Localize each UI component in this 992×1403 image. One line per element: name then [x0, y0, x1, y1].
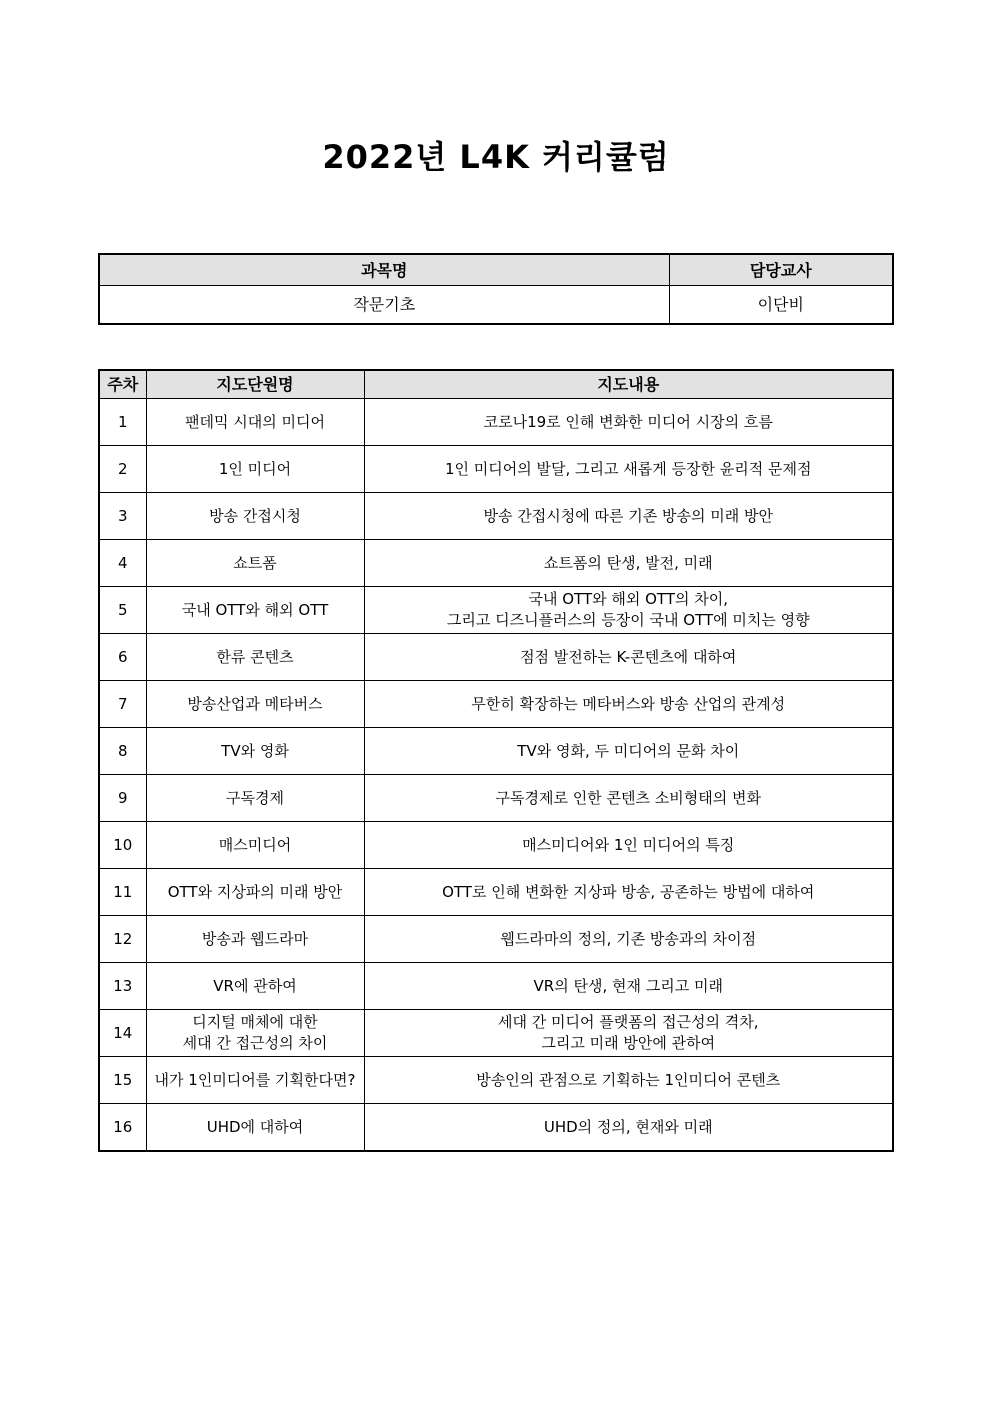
- unit-cell: [146, 1104, 364, 1152]
- content-cell: [364, 540, 893, 587]
- table-row: [99, 1010, 893, 1057]
- table-row: [99, 1057, 893, 1104]
- unit-line: 세대 간 접근성의 차이: [182, 1034, 328, 1052]
- content-line: 그리고 디즈니플러스의 등장이 국내 OTT에 미치는 영향: [446, 611, 810, 629]
- content-cell: [364, 1104, 893, 1152]
- week-cell: 5: [99, 587, 146, 634]
- week-cell: 13: [99, 963, 146, 1010]
- content-line: OTT로 인해 변화한 지상파 방송, 공존하는 방법에 대하여: [442, 882, 815, 901]
- week-cell: 3: [99, 493, 146, 540]
- week-cell: 9: [99, 775, 146, 822]
- curriculum-body: [99, 399, 893, 1152]
- unit-line: VR에 관하여: [213, 976, 297, 995]
- content-cell: [364, 916, 893, 963]
- unit-cell: [146, 399, 364, 446]
- content-cell: [364, 1057, 893, 1104]
- content-cell: [364, 775, 893, 822]
- unit-line: 팬데믹 시대의 미디어: [185, 412, 325, 431]
- content-line: 매스미디어와 1인 미디어의 특징: [522, 835, 735, 854]
- content-line: 무한히 확장하는 메타버스와 방송 산업의 관계성: [471, 694, 786, 713]
- unit-line: OTT와 지상파의 미래 방안: [167, 882, 343, 901]
- document-title: 2022년 L4K 커리큘럼: [322, 138, 670, 176]
- week-header: 주차: [99, 370, 146, 399]
- content-line: VR의 탄생, 현재 그리고 미래: [533, 976, 723, 995]
- content-line: 쇼트폼의 탄생, 발전, 미래: [543, 553, 713, 572]
- table-row: [99, 775, 893, 822]
- table-row: [99, 1104, 893, 1152]
- unit-header: 지도단원명: [146, 370, 364, 399]
- unit-line: 1인 미디어: [218, 459, 292, 478]
- content-line: 웹드라마의 정의, 기존 방송과의 차이점: [500, 929, 757, 948]
- week-cell: 16: [99, 1104, 146, 1152]
- week-cell: 15: [99, 1057, 146, 1104]
- table-row: [99, 634, 893, 681]
- unit-line: 디지털 매체에 대한: [192, 1013, 318, 1031]
- unit-cell: [146, 493, 364, 540]
- content-line: 1인 미디어의 발달, 그리고 새롭게 등장한 윤리적 문제점: [445, 459, 812, 478]
- content-line: TV와 영화, 두 미디어의 문화 차이: [517, 741, 740, 760]
- unit-line: 내가 1인미디어를 기획한다면?: [154, 1070, 356, 1089]
- table-row: [99, 587, 893, 634]
- week-cell: 2: [99, 446, 146, 493]
- week-cell: 8: [99, 728, 146, 775]
- unit-line: 방송산업과 메타버스: [187, 694, 323, 713]
- table-row: [99, 540, 893, 587]
- unit-cell: [146, 775, 364, 822]
- week-cell: 10: [99, 822, 146, 869]
- content-line: UHD의 정의, 현재와 미래: [543, 1117, 713, 1136]
- content-cell: [364, 728, 893, 775]
- content-line: 구독경제로 인한 콘텐츠 소비형태의 변화: [495, 788, 761, 807]
- content-line: 방송인의 관점으로 기획하는 1인미디어 콘텐츠: [476, 1070, 781, 1089]
- week-cell: 11: [99, 869, 146, 916]
- table-row: [99, 681, 893, 728]
- unit-cell: [146, 963, 364, 1010]
- week-cell: 12: [99, 916, 146, 963]
- table-row: [99, 963, 893, 1010]
- table-row: [99, 916, 893, 963]
- unit-cell: [146, 822, 364, 869]
- table-row: [99, 728, 893, 775]
- content-line: 방송 간접시청에 따른 기존 방송의 미래 방안: [483, 506, 773, 525]
- unit-line: 방송 간접시청: [209, 506, 301, 525]
- teacher-header: 담당교사: [669, 254, 893, 286]
- table-row: [99, 869, 893, 916]
- content-cell: [364, 681, 893, 728]
- unit-cell: [146, 869, 364, 916]
- teacher-value: 이단비: [669, 286, 893, 325]
- unit-line: UHD에 대하여: [206, 1117, 304, 1136]
- content-cell: [364, 822, 893, 869]
- content-line: 점점 발전하는 K-콘텐츠에 대하여: [520, 647, 737, 666]
- content-cell: [364, 587, 893, 634]
- curriculum-table: [98, 369, 894, 1152]
- content-cell: [364, 399, 893, 446]
- course-info-table: [98, 253, 894, 325]
- unit-line: TV와 영화: [221, 741, 289, 760]
- table-row: [99, 493, 893, 540]
- unit-line: 구독경제: [226, 788, 284, 807]
- content-cell: [364, 493, 893, 540]
- course-info-row: [99, 286, 893, 325]
- unit-line: 한류 콘텐츠: [216, 647, 294, 666]
- week-cell: 7: [99, 681, 146, 728]
- unit-cell: [146, 446, 364, 493]
- unit-cell: [146, 728, 364, 775]
- subject-header: 과목명: [99, 254, 669, 286]
- unit-line: 방송과 웹드라마: [201, 929, 309, 948]
- content-cell: [364, 446, 893, 493]
- content-line: 국내 OTT와 해외 OTT의 차이,: [528, 590, 728, 608]
- week-cell: 4: [99, 540, 146, 587]
- table-row: [99, 822, 893, 869]
- content-cell: [364, 634, 893, 681]
- week-cell: 6: [99, 634, 146, 681]
- unit-cell: [146, 1010, 364, 1057]
- unit-cell: [146, 634, 364, 681]
- table-row: [99, 446, 893, 493]
- content-cell: [364, 869, 893, 916]
- unit-cell: [146, 1057, 364, 1104]
- unit-line: 국내 OTT와 해외 OTT: [181, 600, 329, 619]
- unit-line: 매스미디어: [218, 835, 292, 854]
- week-cell: 1: [99, 399, 146, 446]
- course-info-header-row: [99, 254, 893, 286]
- unit-line: 쇼트폼: [233, 553, 277, 572]
- content-cell: [364, 963, 893, 1010]
- content-header: 지도내용: [364, 370, 893, 399]
- content-line: 그리고 미래 방안에 관하여: [541, 1034, 716, 1052]
- week-cell: 14: [99, 1010, 146, 1057]
- subject-value: 작문기초: [99, 286, 669, 325]
- curriculum-header-row: [99, 370, 893, 399]
- table-row: [99, 399, 893, 446]
- unit-cell: [146, 587, 364, 634]
- content-line: 세대 간 미디어 플랫폼의 접근성의 격차,: [498, 1013, 759, 1031]
- unit-cell: [146, 916, 364, 963]
- content-line: 코로나19로 인해 변화한 미디어 시장의 흐름: [483, 412, 773, 431]
- unit-cell: [146, 540, 364, 587]
- unit-cell: [146, 681, 364, 728]
- content-cell: [364, 1010, 893, 1057]
